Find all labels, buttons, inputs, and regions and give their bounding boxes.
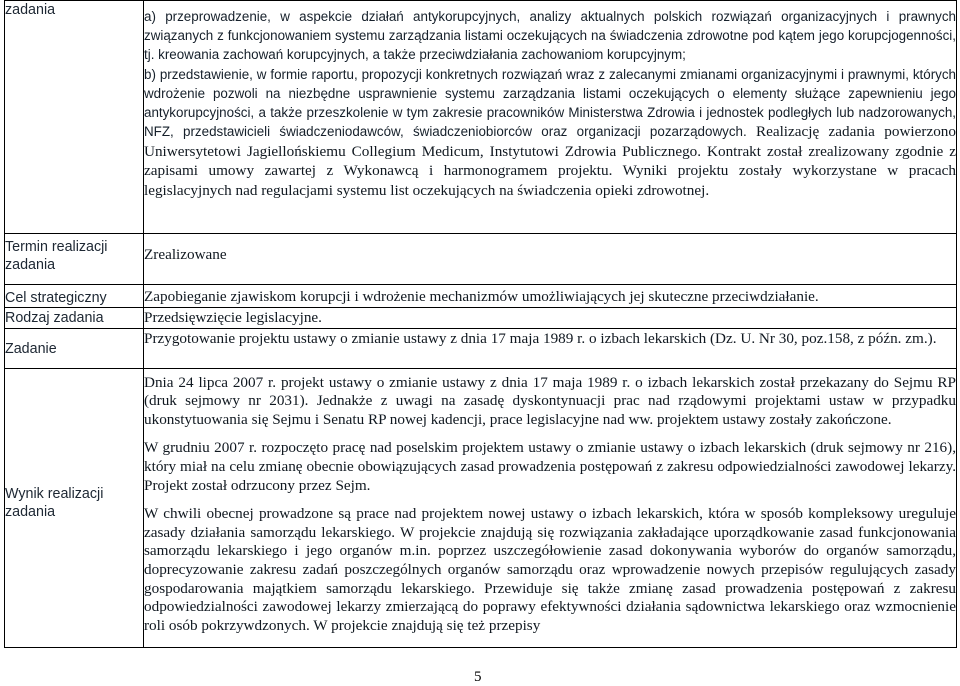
- row-content: [144, 1, 957, 234]
- paragraph-b-text: b) przedstawienie, w formie raportu, propozycji konkretnych rozwiązań wraz z zalecanymi zmianami organizacyjnymi i prawnymi, których wdrożenie pozwoli na niezbędne usprawnienie systemu zarządzania listami oczekujących o elementy służące zapewnieniu jego antykorupcyjności, a także przeszkolenie w tym zakresie pracowników Ministerstwa Zdrowia i jednostek podległych lub nadzorowanych, NFZ, przedstawicieli świadczeniodawców, świadczeniobiorców oraz organizacji pozarządowych.: [144, 67, 956, 139]
- label-line1: Wynik realizacji: [5, 485, 104, 502]
- label-line2: zadania: [5, 257, 56, 273]
- value-text: Przedsięwzięcie legislacyjne.: [144, 309, 322, 326]
- row-content: [144, 308, 957, 329]
- label-text: Rodzaj zadania: [5, 310, 104, 326]
- row-content: [144, 368, 957, 648]
- row-description: [5, 1, 957, 234]
- row-content: [144, 234, 957, 285]
- value-text: Przygotowanie projektu ustawy o zmianie ustawy z dnia 17 maja 1989 r. o izbach lekarskich (Dz. U. Nr 30, poz.158, z późn. zm.).: [144, 329, 937, 347]
- paragraph-1: Dnia 24 lipca 2007 r. projekt ustawy o zmianie ustawy z dnia 17 maja 1989 r. o izbach lekarskich został przekazany do Sejmu RP (druk sejmowy nr 2031). Jednakże z uwagi na zasadę dyskontynuacji prac nad rządowymi projektami ustaw w przypadku ukonstytuowania się Sejmu i Senatu RP nowej kadencji, prace legislacyjne nad ww. projektem ustawy zostały zakończone.: [144, 373, 956, 428]
- paragraph-b: [144, 65, 956, 200]
- label-line1: Termin realizacji: [5, 239, 108, 255]
- row-content: [144, 328, 957, 368]
- row-task-type: [5, 308, 957, 329]
- row-label: [5, 234, 144, 285]
- row-task: [5, 328, 957, 368]
- paragraph-a: a) przeprowadzenie, w aspekcie działań antykorupcyjnych, analizy aktualnych polskich rozwiązań organizacyjnych i prawnych związanych z funkcjonowaniem systemu zarządzania listami oczekujących na świadczenia zdrowotne pod kątem jego korupcjogenności, tj. kreowania zachowań korupcyjnych, a także przeciwdziałania zachowaniom korupcyjnym;: [144, 9, 956, 62]
- row-result: [5, 368, 957, 648]
- status-text: Zrealizowane: [144, 246, 227, 263]
- row-label: [5, 285, 144, 308]
- row-label: [5, 308, 144, 329]
- paragraph-b-tail: Realizację zadania powierzono Uniwersytetowi Jagiellońskiemu Collegium Medicum, Instytutowi Zdrowia Publicznego. Kontrakt został zrealizowany zgodnie z zapisami umowy zawartej z Wykonawcą i harmonogramem projektu. Wyniki projektu zostały wykorzystane w pracach legislacyjnych nad regulacjami systemu list oczekujących na świadczenia opieki zdrowotnej.: [144, 123, 956, 199]
- row-deadline: [5, 234, 957, 285]
- row-label: [5, 1, 144, 234]
- value-text: Zapobieganie zjawiskom korupcji i wdrożenie mechanizmów umożliwiających jej skuteczne przeciwdziałanie.: [144, 288, 819, 305]
- label-text: Zadanie: [5, 340, 57, 357]
- label-text: zadania: [5, 2, 56, 18]
- row-label: [5, 368, 144, 648]
- row-content: [144, 285, 957, 308]
- row-label: [5, 328, 144, 368]
- label-text: Cel strategiczny: [5, 290, 107, 306]
- paragraph-2: W grudniu 2007 r. rozpoczęto pracę nad poselskim projektem ustawy o zmianie ustawy o izbach lekarskich (druk sejmowy nr 216), który miał na celu zmianę obecnie obowiązujących zasad prowadzenia postępowań z zakresu odpowiedzialności zawodowej lekarzy. Projekt został odrzucony przez Sejm.: [144, 439, 956, 494]
- row-strategic-goal: [5, 285, 957, 308]
- label-line2: zadania: [5, 503, 56, 520]
- document-table: [4, 0, 957, 648]
- paragraph-3: W chwili obecnej prowadzone są prace nad projektem nowej ustawy o izbach lekarskich, która w sposób kompleksowy ureguluje zasady działania samorządu lekarskiego. W projekcie znajdują się rozwiązania zakładające uporządkowanie zasad funkcjonowania samorządu lekarskiego i jego organów m.in. poprzez uszczegółowienie zasad dokonywania wyborów do organów samorządu, doprecyzowanie zakresu zadań poszczególnych organów samorządu oraz wprowadzenie nowych przepisów regulujących zasady gospodarowania majątkiem samorządu lekarskiego. Przewiduje się także zmianę zasad prowadzenia postępowań z zakresu odpowiedzialności zawodowej lekarzy zmierzającą do poprawy efektywności działania sądownictwa lekarskiego oraz wzmocnienie roli osób pokrzywdzonych. W projekcie znajdują się też przepisy: [144, 505, 956, 634]
- page-number: 5: [474, 669, 482, 685]
